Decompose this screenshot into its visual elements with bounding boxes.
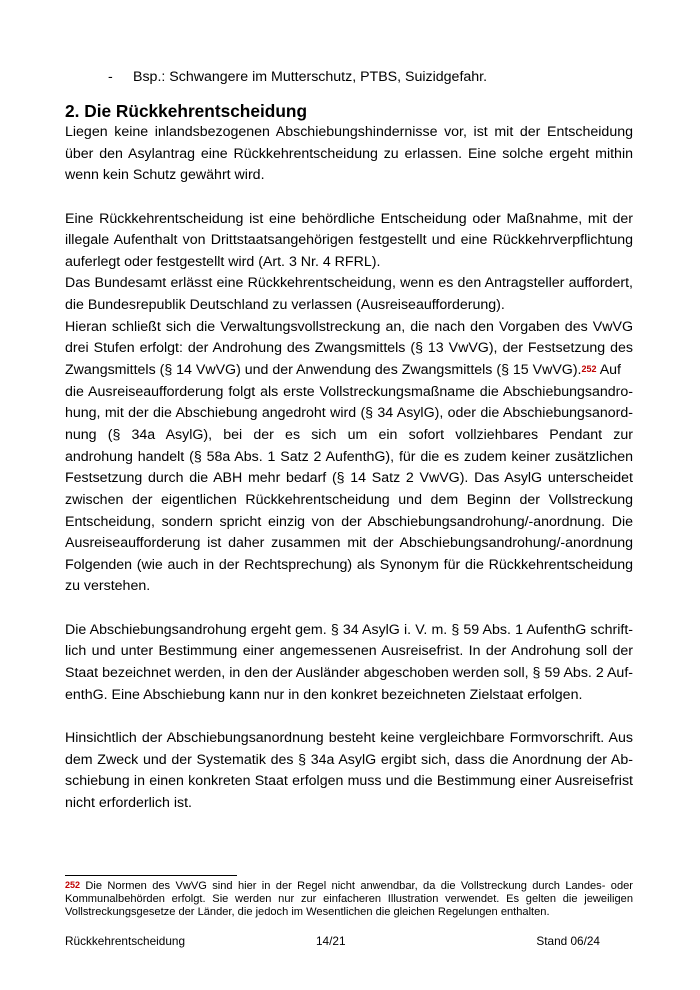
text-line: Das Bundesamt erlässt eine Rückkehrentscheidung, wenn es den Antragsteller auffordert, — [65, 275, 633, 292]
text-line: hung, mit der die Abschiebung angedroht wird (§ 34 AsylG), oder die Abschiebungsanord- — [65, 405, 633, 422]
paragraph-1 — [65, 122, 633, 187]
footnote-line: Vollstreckungsgesetze der Länder, die jedoch im Wesentlichen die gleichen Regelungen enthalten. — [65, 906, 550, 919]
text-line: die Bundesrepublik Deutschland zu verlassen (Ausreiseaufforderung). — [65, 297, 505, 314]
bullet-dash: - — [108, 69, 113, 85]
text-line: Entscheidung, sondern spricht einzig von der Abschiebungsandrohung/-anordnung. Die — [65, 513, 633, 530]
text-line: nung (§ 34a AsylG), bei der es sich um ein sofort vollziehbares Pendant zur — [65, 426, 633, 443]
text-line: Ausreiseaufforderung ist daher zusammen mit der Abschiebungsandrohung/-anordnung — [65, 535, 633, 552]
footnote-marker: 252 — [65, 880, 81, 890]
text-line: Die Abschiebungsandrohung ergeht gem. § 34 AsylG i. V. m. § 59 Abs. 1 AufenthG schrift- — [65, 621, 633, 638]
text-line: drei Stufen erfolgt: der Androhung des Zwangsmittels (§ 13 VwVG), der Festsetzung des — [65, 340, 633, 357]
text-line: zu verstehen. — [65, 578, 151, 595]
text-line: über den Asylantrag eine Rückkehrentscheidung zu erlassen. Eine solche ergeht mithin — [65, 145, 633, 162]
text-line: wenn kein Schutz gewährt wird. — [65, 167, 265, 184]
footnote — [65, 880, 633, 920]
text-line: Festsetzung durch die ABH mehr bedarf (§ 14 Satz 2 VwVG). Das AsylG unterscheidet — [65, 470, 633, 487]
text-line: enthG. Eine Abschiebung kann nur in den konkret bezeichneten Zielstaat erfolgen. — [65, 686, 583, 703]
text-line: Liegen keine inlandsbezogenen Abschiebungshindernisse vor, ist mit der Entscheidung — [65, 124, 633, 140]
page-number: 14/21 — [316, 934, 346, 948]
text-line: schiebung in einen konkreten Staat erfolgen muss und die Bestimmung einer Ausreisefrist — [65, 773, 633, 790]
text-line: Hinsichtlich der Abschiebungsanordnung besteht keine vergleichbare Formvorschrift. Aus — [65, 729, 633, 746]
footnote-reference[interactable]: 252 — [581, 364, 597, 375]
text-line: auferlegt oder festgestellt wird (Art. 3 Nr. 4 RFRL). — [65, 253, 381, 270]
paragraph-4 — [65, 728, 633, 815]
text-line: Staat bezeichnet werden, in den der Ausländer abgeschoben werden soll, § 59 Abs. 2 Auf- — [65, 665, 633, 682]
text-line: Hieran schließt sich die Verwaltungsvollstreckung an, die nach den Vorgaben des VwVG — [65, 318, 633, 335]
text-line: nicht erforderlich ist. — [65, 794, 192, 811]
paragraph-2 — [65, 209, 633, 599]
text-fragment: Zwangsmittels (§ 14 VwVG) und der Anwendung des Zwangsmittels (§ 15 VwVG). — [65, 362, 582, 379]
text-line: zwischen der eigentlichen Rückkehrentscheidung und dem Beginn der Vollstreckung — [65, 491, 633, 508]
text-line: dem Zweck und der Systematik des § 34a AsylG ergibt sich, dass die Anordnung der Ab- — [65, 751, 633, 768]
text-line: Folgenden (wie auch in der Rechtsprechung) als Synonym für die Rückkehrentscheidung — [65, 556, 633, 573]
bullet-item — [108, 67, 487, 89]
text-line: Eine Rückkehrentscheidung ist eine behördliche Entscheidung oder Maßnahme, mit der — [65, 210, 633, 227]
text-line: androhung handelt (§ 58a Abs. 1 Satz 2 AufenthG), für die es zudem keiner zusätzlichen — [65, 448, 633, 465]
footnote-text: Die Normen des VwVG sind hier in der Regel nicht anwendbar, da die Vollstreckung durch Landes- oder — [80, 880, 633, 892]
text-line: illegale Aufenthalt von Drittstaatsangehörigen festgestellt und eine Rückkehrverpflichtung — [65, 232, 633, 249]
section-heading: 2. Die Rückkehrentscheidung — [65, 101, 308, 121]
body-text — [65, 122, 633, 815]
paragraph-3 — [65, 620, 633, 707]
text-line: lich und unter Bestimmung einer angemessenen Ausreisefrist. In der Androhung soll der — [65, 643, 633, 660]
bullet-text: Bsp.: Schwangere im Mutterschutz, PTBS, Suizidgefahr. — [133, 69, 488, 85]
text-fragment: Auf — [596, 362, 621, 379]
text-line-with-footnote — [65, 360, 633, 382]
footer-status: Stand 06/24 — [536, 934, 600, 948]
footer-title: Rückkehrentscheidung — [65, 934, 186, 948]
page-footer — [65, 933, 633, 949]
footnote-line: Kommunalbehörden erfolgt. Sie werden nur zur einfacheren Illustration verwendet. Es gelten die jeweiligen — [65, 893, 633, 906]
footnote-separator — [65, 875, 237, 876]
text-line: die Ausreiseaufforderung folgt als erste Vollstreckungsmaßname die Abschiebungsandro- — [65, 383, 633, 400]
footnote-line — [65, 880, 633, 893]
